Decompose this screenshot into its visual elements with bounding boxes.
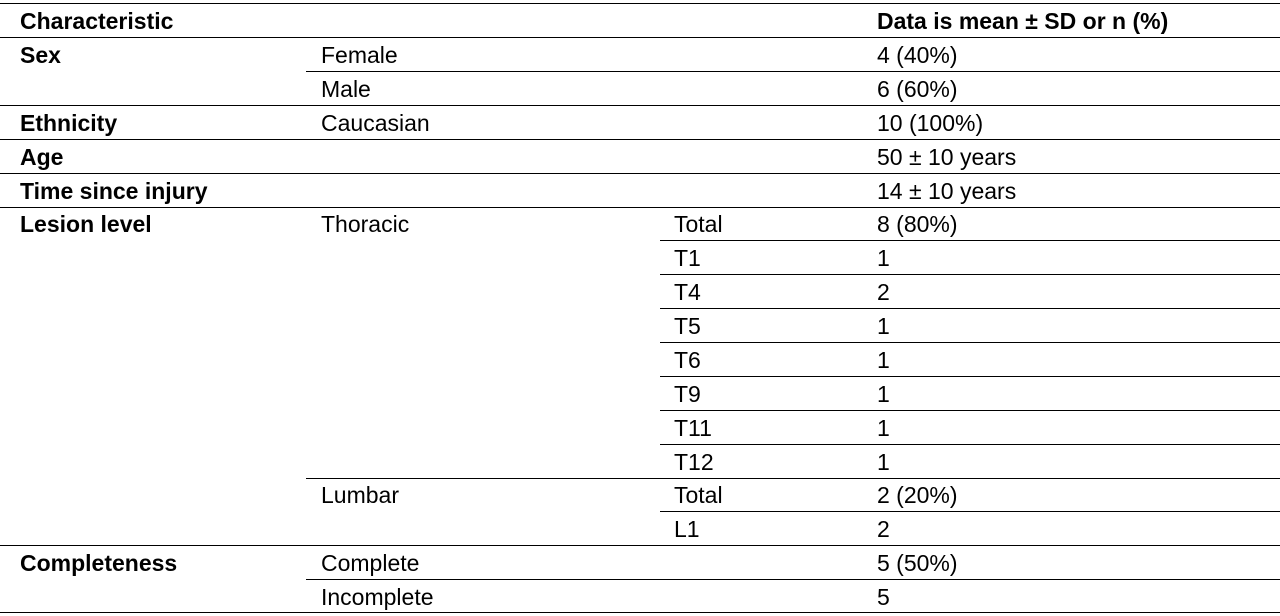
row-label: Ethnicity <box>20 110 118 136</box>
header-rule <box>0 37 1280 38</box>
row-value: 50 ± 10 years <box>877 144 1017 170</box>
row-level: T6 <box>674 347 701 373</box>
row-rule <box>306 478 1280 479</box>
row-rule <box>0 105 1280 106</box>
row-rule <box>0 139 1280 140</box>
row-label: Time since injury <box>20 178 208 204</box>
row-label: Lesion level <box>20 211 152 237</box>
row-sublabel: Lumbar <box>321 482 399 508</box>
row-value: 14 ± 10 years <box>877 178 1017 204</box>
row-level: T12 <box>674 449 714 475</box>
row-value: 1 <box>877 381 890 407</box>
row-rule <box>660 511 1280 512</box>
row-level: T5 <box>674 313 701 339</box>
row-level: T4 <box>674 279 701 305</box>
table-bottom-rule <box>0 612 1280 613</box>
row-value: 4 (40%) <box>877 42 958 68</box>
row-rule <box>660 342 1280 343</box>
row-label: Age <box>20 144 64 170</box>
row-rule <box>0 207 1280 208</box>
row-value: 1 <box>877 347 890 373</box>
row-value: 1 <box>877 313 890 339</box>
row-value: 5 <box>877 584 890 610</box>
row-value: 10 (100%) <box>877 110 984 136</box>
row-level: Total <box>674 211 723 237</box>
row-rule <box>660 444 1280 445</box>
row-rule <box>660 410 1280 411</box>
row-value: 2 (20%) <box>877 482 958 508</box>
row-sublabel: Thoracic <box>321 211 410 237</box>
row-sublabel: Complete <box>321 550 420 576</box>
row-rule <box>660 274 1280 275</box>
row-value: 1 <box>877 415 890 441</box>
row-label: Sex <box>20 42 61 68</box>
row-rule <box>660 240 1280 241</box>
row-level: L1 <box>674 516 700 542</box>
header-characteristic: Characteristic <box>20 8 174 34</box>
row-label: Completeness <box>20 550 178 576</box>
row-value: 2 <box>877 279 890 305</box>
row-rule <box>306 579 1280 580</box>
row-level: Total <box>674 482 723 508</box>
row-value: 6 (60%) <box>877 76 958 102</box>
row-sublabel: Female <box>321 42 398 68</box>
row-value: 8 (80%) <box>877 211 958 237</box>
row-value: 1 <box>877 245 890 271</box>
row-rule <box>0 545 1280 546</box>
row-level: T1 <box>674 245 701 271</box>
row-sublabel: Incomplete <box>321 584 434 610</box>
row-sublabel: Caucasian <box>321 110 430 136</box>
row-rule <box>660 376 1280 377</box>
row-level: T11 <box>674 415 712 441</box>
row-value: 5 (50%) <box>877 550 958 576</box>
row-value: 2 <box>877 516 890 542</box>
row-value: 1 <box>877 449 890 475</box>
row-sublabel: Male <box>321 76 371 102</box>
header-data: Data is mean ± SD or n (%) <box>877 8 1169 34</box>
row-rule <box>660 308 1280 309</box>
row-level: T9 <box>674 381 701 407</box>
row-rule <box>306 71 1280 72</box>
row-rule <box>0 173 1280 174</box>
table-top-rule <box>0 3 1280 4</box>
